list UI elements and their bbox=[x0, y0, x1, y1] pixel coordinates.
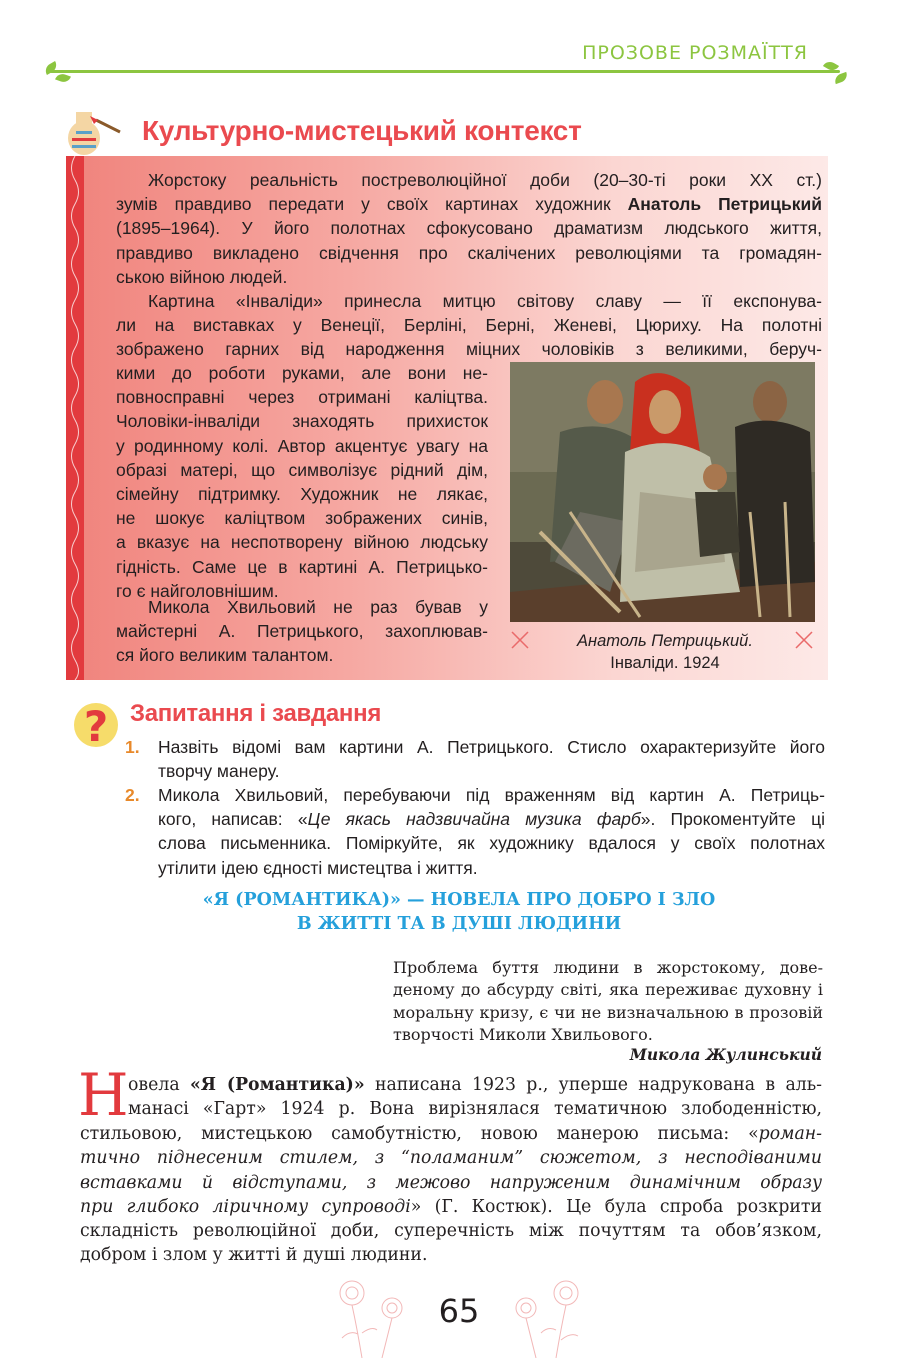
heading-line: «Я (РОМАНТИКА)» — НОВЕЛА ПРО ДОБРО І ЗЛО bbox=[202, 890, 716, 910]
text-span: написана 1923 р., уперше надрукована в аль- bbox=[364, 1075, 822, 1095]
text-span: овела bbox=[128, 1075, 190, 1095]
text-line: сімейну підтримку. Художник не лякає, bbox=[116, 484, 488, 505]
text-line: творчості Миколи Хвильового. bbox=[393, 1024, 653, 1044]
culture-paragraph-2 bbox=[116, 289, 822, 362]
artist-name: Анатоль Петрицький bbox=[627, 194, 822, 215]
header-divider bbox=[50, 70, 840, 73]
text-line bbox=[128, 1073, 822, 1097]
text-line: деному до абсурду світі, яка переживає духовну і bbox=[393, 980, 823, 1000]
text-line: ли на виставках у Венеції, Берліні, Берні, Женеві, Цюриху. На полотні bbox=[116, 315, 822, 336]
text-line: добром і злом у житті й душі людини. bbox=[80, 1245, 428, 1266]
quote: роман- bbox=[758, 1124, 822, 1144]
question-number: 2. bbox=[125, 785, 140, 805]
text-line: правдиво викладено свідчення про скалічених революціями та громадян- bbox=[116, 242, 822, 263]
text-span: » (Г. Костюк). Це була спроба розкрити bbox=[410, 1196, 822, 1217]
text-span: зумів правдиво передати у своїх картинах художник bbox=[116, 194, 628, 215]
drop-cap: Н bbox=[78, 1061, 129, 1129]
text-line: Микола Хвильовий не раз бував у bbox=[148, 597, 488, 617]
question-1 bbox=[125, 735, 825, 783]
text-line: образі матері, що символізує рідний дім, bbox=[116, 459, 488, 480]
leaf-icon bbox=[833, 72, 849, 84]
text-line bbox=[80, 1195, 822, 1219]
text-span: стильовою, мистецькою самобутністю, новою манерою письма: « bbox=[80, 1124, 759, 1144]
text-line: Микола Хвильовий, перебуваючи під враженням від картин А. Петриць- bbox=[158, 785, 825, 805]
text-line: тично піднесеним стилем, з “поламаним” сюжетом, з несподіваними bbox=[80, 1148, 822, 1169]
text-line: не шокує каліцтвом зображених синів, bbox=[116, 508, 488, 529]
cross-ornament-icon bbox=[794, 630, 814, 650]
text-line: у родинному колі. Автор акцентує увагу на bbox=[116, 435, 488, 456]
novel-title: «Я (Романтика)» bbox=[189, 1075, 365, 1095]
text-line: творчу манеру. bbox=[158, 761, 280, 782]
page-number: 65 bbox=[438, 1292, 480, 1330]
text-line: Назвіть відомі вам картини А. Петрицького. Стисло охарактеризуйте його bbox=[158, 737, 825, 757]
caption-title: Інваліди. 1924 bbox=[610, 654, 720, 672]
heading-line: В ЖИТТІ ТА В ДУШІ ЛЮДИНИ bbox=[296, 914, 622, 934]
text-line: го є найголовнішим. bbox=[116, 580, 279, 601]
text-line: вставками й відступами, з межово напруженим динамічним образу bbox=[80, 1172, 822, 1193]
culture-paragraph-3 bbox=[116, 595, 488, 668]
culture-paragraph-2-continued bbox=[116, 361, 488, 603]
embroidery-strip bbox=[66, 156, 84, 680]
leaf-icon bbox=[55, 72, 71, 84]
text-span: ». Прокоментуйте ці bbox=[640, 809, 825, 830]
painting-invalids-image bbox=[510, 362, 815, 622]
text-line: моральну кризу, є чи не визначальною в прозовій bbox=[393, 1002, 823, 1022]
quote: при глибоко ліричному супроводі bbox=[80, 1196, 411, 1217]
text-line: Чоловіки-інваліди знаходять прихисток bbox=[116, 411, 488, 432]
novel-heading bbox=[100, 888, 818, 936]
text-line: манасі «Гарт» 1924 р. Вона вирізнялася тематичною злободенністю, bbox=[128, 1099, 822, 1120]
text-line: гідність. Саме це в картині А. Петрицько- bbox=[116, 556, 488, 577]
svg-text:?: ? bbox=[83, 702, 109, 749]
text-line: кими до роботи руками, але вони не- bbox=[116, 363, 488, 383]
culture-paragraph-1 bbox=[116, 168, 822, 289]
text-line: утілити ідею єдності мистецтва і життя. bbox=[158, 857, 478, 878]
epigraph bbox=[393, 957, 823, 1046]
text-span: кого, написав: « bbox=[158, 809, 308, 830]
caption-author: Анатоль Петрицький. bbox=[577, 632, 753, 650]
novel-paragraph bbox=[80, 1122, 822, 1268]
text-line: Жорстоку реальність постреволюційної доби (20–30-ті роки XX ст.) bbox=[148, 170, 822, 190]
text-line bbox=[80, 1122, 822, 1146]
clay-pot-brush-icon bbox=[62, 106, 122, 158]
text-line: Проблема буття людини в жорстокому, дове- bbox=[393, 958, 823, 977]
text-line bbox=[125, 807, 825, 831]
section-header-title: ПРОЗОВЕ РОЗМАЇТТЯ bbox=[582, 42, 808, 64]
text-line: майстерні А. Петрицького, захоплював- bbox=[116, 621, 488, 642]
text-line: (1895–1964). У його полотнах сфокусовано драматизм людського життя, bbox=[116, 218, 822, 239]
cross-ornament-icon bbox=[510, 630, 530, 650]
epigraph-author: Микола Жулинський bbox=[629, 1045, 822, 1064]
text-line: Картина «Інваліди» принесла митцю світову славу — її експонува- bbox=[148, 291, 822, 311]
quote: Це якась надзвичайна музика фарб bbox=[307, 809, 641, 830]
text-line: зображено гарних від народження міцних чоловіків з великими, беруч- bbox=[116, 339, 822, 360]
text-line: повносправні через отримані каліцтва. bbox=[116, 387, 488, 408]
painting-caption bbox=[540, 630, 790, 674]
text-line bbox=[116, 192, 822, 216]
questions-title: Запитання і завдання bbox=[130, 700, 382, 727]
question-2 bbox=[125, 783, 825, 880]
text-line: слова письменника. Поміркуйте, як художнику вдалося у своїх полотнах bbox=[158, 833, 825, 854]
text-line: а вказує на неспотворену війною людську bbox=[116, 532, 488, 553]
culture-section-title: Культурно-мистецький контекст bbox=[142, 115, 582, 146]
text-line: ся його великим талантом. bbox=[116, 645, 334, 666]
question-number: 1. bbox=[125, 737, 140, 757]
novel-paragraph-start bbox=[128, 1073, 822, 1122]
text-line: складність революційної доби, суперечність між почуттям та обов’язком, bbox=[80, 1221, 822, 1242]
text-line: ською війною людей. bbox=[116, 266, 288, 287]
question-mark-icon bbox=[72, 697, 124, 749]
